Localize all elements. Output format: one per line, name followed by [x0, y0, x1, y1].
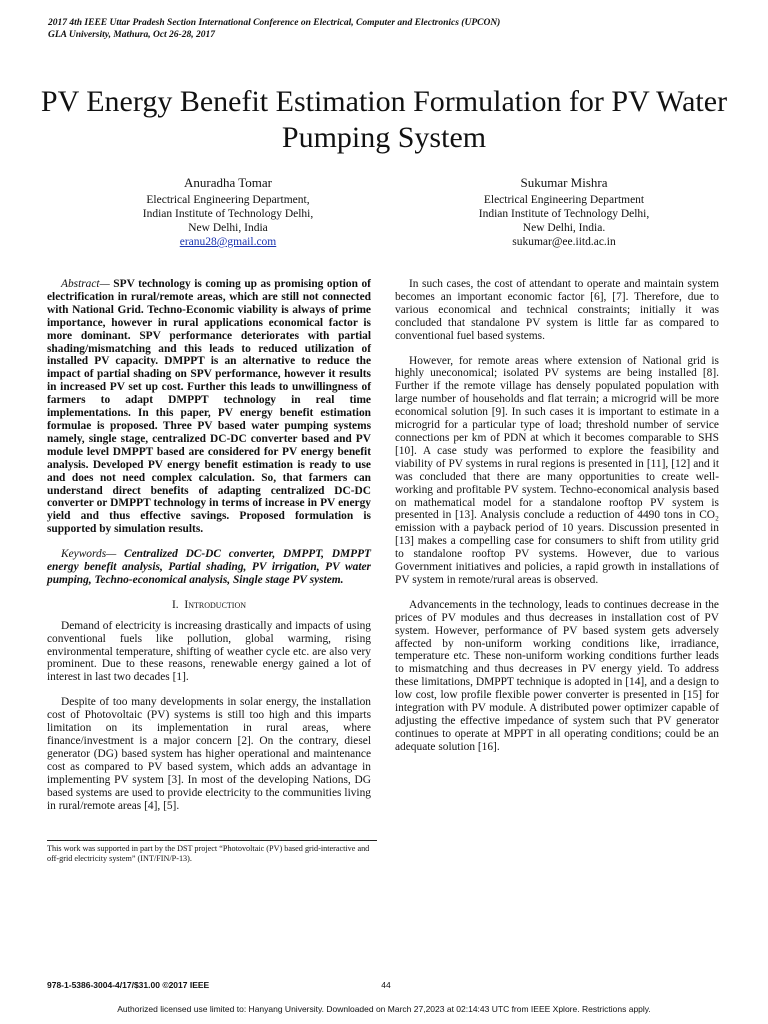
paragraph: However, for remote areas where extension of National grid is highly uneconomical; isolated PV systems are being installed [8]. Further if the remote village has densely populated population with large number of households and flat terrain; a microgrid will be more economical solution [9]. In such cases it is important to estimate in a microgrid for a particular type of load; threshold number of service connections per km of PDN at which it becomes comparable to SHS [10]. A case study was performed to explore the feasibility and viability of PV systems in rural regions is presented in [11], [12] and it was concluded that there are many opportunities to create well-working and profitable PV system. Techno-economical analysis based on mathematical model for a standalone rooftop PV system is presented in [13]. Analysis conclude a reduction of 4490 tons in CO₂ emission with a payback period of 10 years. Discussion presented in [13] makes a compelling case for consumers to shift from utility grid to standalone rooftop PV systems. However, due to various Government initiatives and policies, a rapid growth in installations of PV system in remote/rural areas is observed.	[395, 354, 719, 586]
section-heading-introduction	[47, 599, 371, 612]
author-institute: Indian Institute of Technology Delhi,	[478, 208, 650, 220]
author-block-1	[78, 176, 378, 249]
author-city: New Delhi, India	[188, 222, 268, 234]
abstract-text: SPV technology is coming up as promising option of electrification in rural/remote areas, which are still not connected with National Grid. Techno-Economic viability is always of prime importance, however in rural applications economical factor is more dominant. SPV performance deteriorates with partial shading/mismatching and this leads to reduced utilization of installed PV capacity. DMPPT is an alternative to reduce the impact of partial shading on SPV performance, however it results in increased PV set up cost. Further this leads to unwillingness of farmers to adapt DMPPT technology in real time implementations. In this paper, PV energy benefit estimation formulae is proposed. Three PV based water pumping systems namely, single stage, centralized DC-DC converter based and PV module level DMPPT based are considered for PV energy benefit analysis. Developed PV energy benefit estimation is ready to use and does not need complex calculation. So, that farmers can understand direct benefits of adapting centralized DC-DC converter or DMPPT technology in terms of increase in PV energy yield and thus effective savings. Proposed formulation is supported by simulation results.	[47, 278, 371, 536]
author-block-2	[414, 176, 714, 249]
author-email-link[interactable]: eranu28@gmail.com	[179, 236, 277, 248]
author-email: sukumar@ee.iitd.ac.in	[512, 236, 616, 248]
paragraph: Demand of electricity is increasing drastically and impacts of using conventional fuels like pollution, global warming, rising environmental temperature, shifting of weather cycle etc. are also very prominent. Due to these reasons, renewable energy gained a lot of interest in last two decades [1].	[47, 619, 371, 684]
author-name: Anuradha Tomar	[183, 175, 273, 190]
conference-name: 2017 4th IEEE Uttar Pradesh Section International Conference on Electrical, Computer and Electronics (UPCON)	[48, 18, 501, 28]
abstract	[47, 278, 371, 536]
conference-venue: GLA University, Mathura, Oct 26-28, 2017	[48, 30, 215, 40]
keywords-lead: Keywords—	[61, 548, 117, 561]
section-number: I.	[171, 598, 179, 611]
paragraph: Advancements in the technology, leads to continues decrease in the prices of PV modules and thus decreases in installation cost of PV system. However, performance of PV based system gets adversely affected by non-uniform working conditions like, irradiance, temperature etc. These non-uniform working conditions further leads to mismatching and thus decreases in PV energy yield. To address these limitations, DMPPT technique is adopted in [14], and a design to low cost, low profile flexible power converter is presented in [15] for integration with PV module. A distributed power optimizer capable of adjusting the effective impedance of system such that PV generator continues to operate at MPPT in all operating conditions; could be an adequate solution [16].	[395, 598, 719, 753]
author-city: New Delhi, India.	[522, 222, 606, 234]
keywords	[47, 548, 371, 587]
left-column	[47, 278, 371, 824]
right-column	[395, 278, 719, 766]
author-name: Sukumar Mishra	[520, 175, 608, 190]
paragraph: Despite of too many developments in solar energy, the installation cost of Photovoltaic (PV) systems is still too high and this imparts limitation on its implementation in rural areas, where finance/investment is a major concern [2]. On the contrary, diesel generator (DG) based system has higher operational and maintenance cost as compared to PV based system, which adds an advantage in implementing PV system [3]. In most of the developing Nations, DG based systems are used to provide electricity to the communities living in rural/remote areas [4], [5].	[47, 696, 371, 812]
isbn-copyright: 978-1-5386-3004-4/17/$31.00 ©2017 IEEE	[47, 980, 210, 990]
funding-footnote: This work was supported in part by the DST project “Photovoltaic (PV) based grid-interactive and off-grid electricity system” (INT/FIN/P-13).	[47, 840, 377, 864]
keywords-text: Centralized DC-DC converter, DMPPT, DMPPT energy benefit analysis, Partial shading, PV irrigation, PV water pumping, Techno-economical analysis, Single stage PV system.	[47, 548, 371, 586]
author-dept: Electrical Engineering Department,	[146, 194, 310, 206]
paragraph: In such cases, the cost of attendant to operate and maintain system becomes an important economic factor [6], [7]. Therefore, due to various economical and technical constraints; initially it was concluded that standalone PV system is little far as compared to conventional fuel based systems.	[395, 278, 719, 342]
section-title: Introduction	[184, 598, 247, 611]
paper-title: PV Energy Benefit Estimation Formulation for PV Water Pumping System	[40, 85, 728, 155]
page-number: 44	[381, 980, 391, 990]
conference-header	[48, 17, 500, 41]
author-dept: Electrical Engineering Department	[483, 194, 645, 206]
license-notice: Authorized licensed use limited to: Hanyang University. Downloaded on March 27,2023 at 02:14:43 UTC from IEEE Xplore. Restrictions apply.	[117, 1004, 651, 1014]
abstract-lead: Abstract—	[61, 278, 110, 290]
author-institute: Indian Institute of Technology Delhi,	[142, 208, 314, 220]
